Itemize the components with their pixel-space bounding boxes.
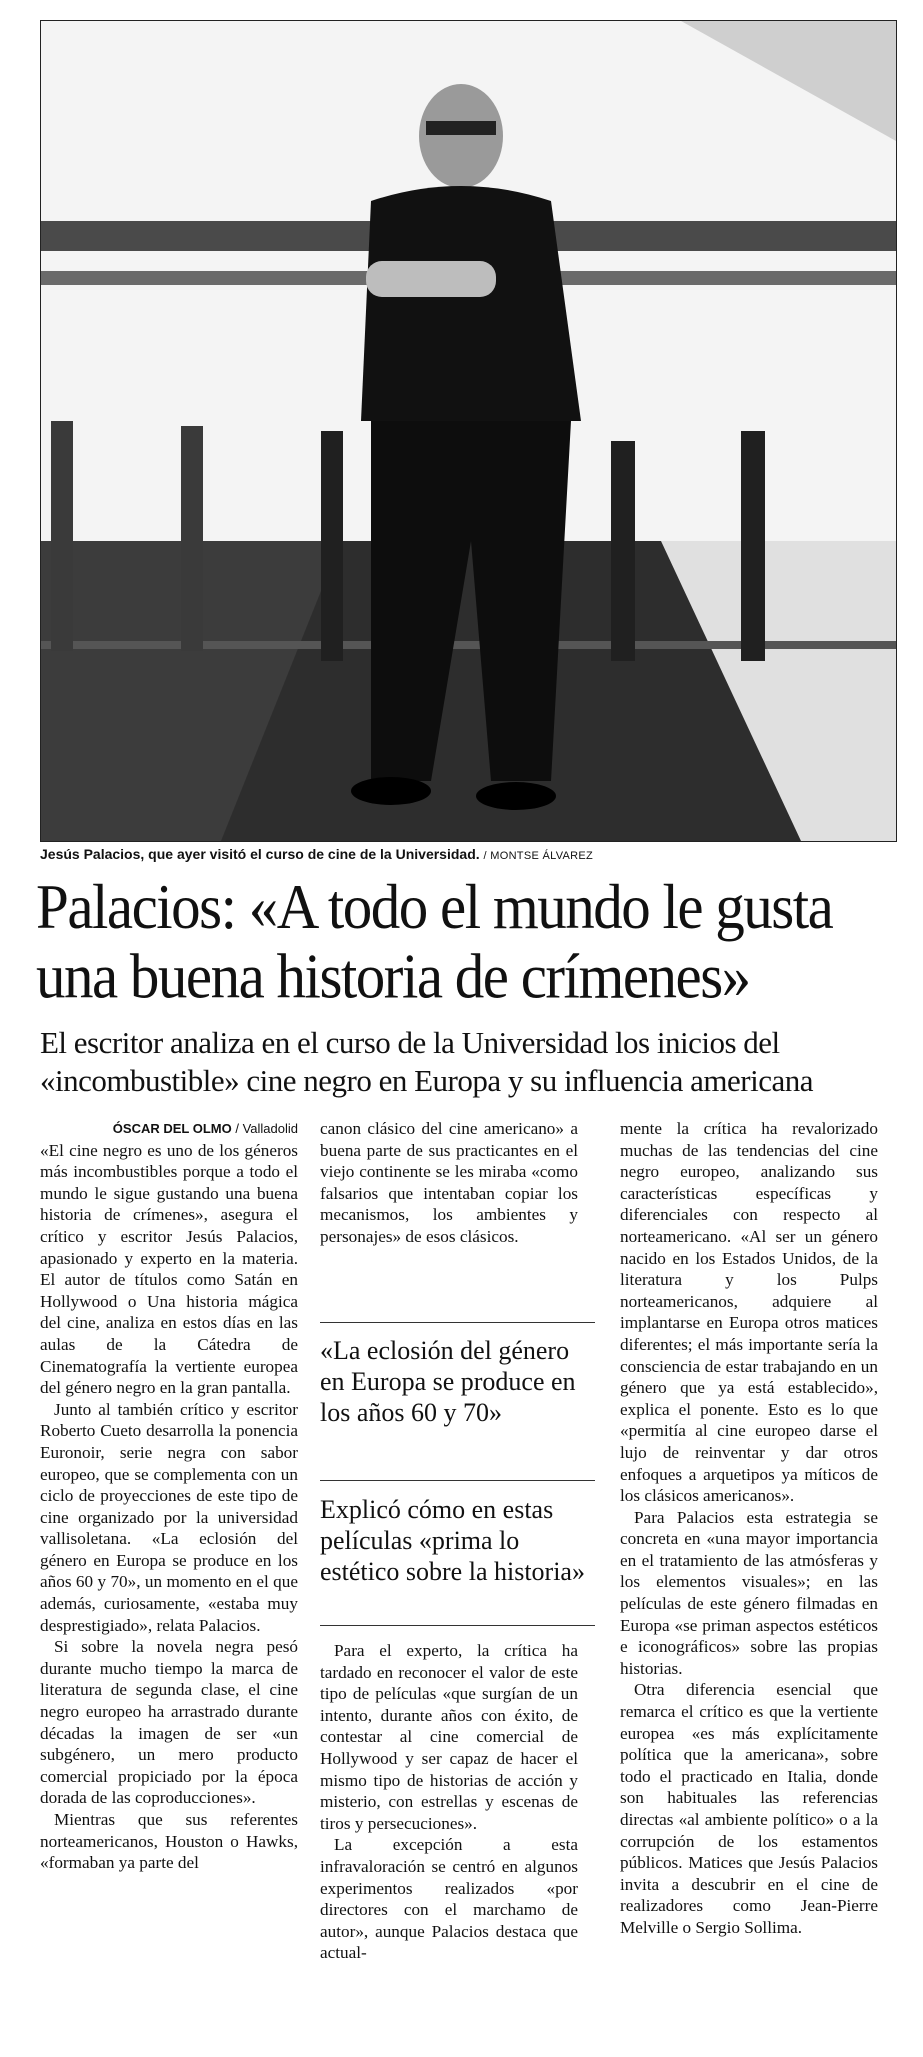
pull-quote-2: Explicó cómo en estas películas «prima lo estético sobre la historia» <box>320 1495 585 1586</box>
byline-author: ÓSCAR DEL OLMO <box>112 1121 232 1136</box>
paragraph: Para Palacios esta estrategia se concreta en «una mayor importancia en el tratamiento de las atmósferas y los elementos visuales»; en las películas de este género filmadas en Europa «se priman aspectos estéticos e iconográficos» sobre las propias historias. <box>620 1507 878 1678</box>
quote-rule-middle <box>320 1480 595 1481</box>
column-2-bottom <box>320 1640 578 1964</box>
paragraph: Para el experto, la crítica ha tardado en reconocer el valor de este tipo de películas «que surgían de un intento, durante años con éxito, de contestar al cine comercial de Hollywood y ser capaz de hacer el mismo tipo de historias de acción y misterio, con estrellas y escenas de tiros y persecuciones». <box>320 1641 578 1833</box>
paragraph: «El cine negro es uno de los géneros más incombustibles porque a todo el mundo le sigue gustando una buena historia de crímenes», asegura el crítico y escritor Jesús Palacios, apasionado y experto en la materia. El autor de títulos como Satán en Hollywood o Una historia mágica del cine, analiza en estos días en las aulas de la Cátedra de Cinematografía la vertiente europea del género negro en la gran pantalla. <box>40 1140 298 1398</box>
column-3 <box>620 1118 878 1939</box>
paragraph: canon clásico del cine americano» a buena parte de sus practicantes en el viejo continente se les miraba «como falsarios que intentaban copiar los mecanismos, los ambientes y personajes» de esos clásicos. <box>320 1119 578 1246</box>
subhead-line-2: «incombustible» cine negro en Europa y su influencia americana <box>40 1063 813 1098</box>
photo-credit: / MONTSE ÁLVAREZ <box>483 850 594 862</box>
photo-caption <box>40 845 900 865</box>
photo-illustration <box>41 21 896 841</box>
paragraph: La excepción a esta infravaloración se centró en algunos experimentos realizados «por directores con el marchamo de autor», aunque Palacios destaca que actual- <box>320 1835 578 1963</box>
paragraph: Si sobre la novela negra pesó durante mucho tiempo la marca de literatura de segunda clase, el cine negro europeo ha arrastrado durante décadas la imagen de ser «un subgénero, un mero producto comercial propiciado por la época dorada de las coproducciones». <box>40 1637 298 1808</box>
byline-place: / Valladolid <box>235 1121 298 1136</box>
paragraph: Otra diferencia esencial que remarca el crítico es que la vertiente europea «es más explícitamente política que la americana», sobre todo el practicado en Italia, donde son habituales las referencias directas «al ambiente político» o a la corrupción de los estamentos públicos. Matices que Jesús Palacios invita a descubrir en el cine de realizadores como Jean-Pierre Melville o Sergio Sollima. <box>620 1680 878 1937</box>
quote-rule-bottom <box>320 1625 595 1626</box>
pull-quote-1: «La eclosión del género en Europa se produce en los años 60 y 70» <box>320 1336 576 1427</box>
column-1 <box>40 1118 298 1874</box>
quote-rule-top <box>320 1322 595 1323</box>
paragraph: mente la crítica ha revalorizado muchas de las tendencias del cine negro europeo, analizando sus características específicas y diferenciales con respecto al norteamericano. «Al ser un género nacido en los Estados Unidos, de la literatura y los Pulps norteamericanos, adquiere al implantarse en Europa otros matices diferentes; el más importante sería la consciencia de estar trabajando en un género que ya está establecido», explica el ponente. Esto es lo que «permitía al cine europeo darse el lujo de reinventar y dar otros enfoques a arquetipos ya míticos de los clásicos americanos». <box>620 1119 878 1506</box>
article-photo <box>40 20 897 842</box>
headline-line-2: una buena historia de crímenes» <box>36 940 750 1012</box>
caption-text: Jesús Palacios, que ayer visitó el curso de cine de la Universidad. <box>40 846 480 862</box>
subhead-line-1: El escritor analiza en el curso de la Universidad los inicios del <box>40 1025 780 1060</box>
paragraph: Junto al también crítico y escritor Roberto Cueto desarrolla la ponencia Euronoir, serie negra con sabor europeo, que se complementa con un ciclo de proyecciones de este tipo de cine organizado por la universidad vallisoletana. «La eclosión del género en Europa se produce en los años 60 y 70», un momento en el que además, curiosamente, «estaba muy desprestigiado», relata Palacios. <box>40 1399 298 1635</box>
column-2-top <box>320 1118 578 1248</box>
paragraph: Mientras que sus referentes norteamericanos, Houston o Hawks, «formaban ya parte del <box>40 1810 298 1873</box>
byline <box>40 1118 298 1140</box>
subheadline <box>40 1024 910 1100</box>
headline-line-1: Palacios: «A todo el mundo le gusta <box>36 870 833 943</box>
headline <box>36 872 906 1010</box>
